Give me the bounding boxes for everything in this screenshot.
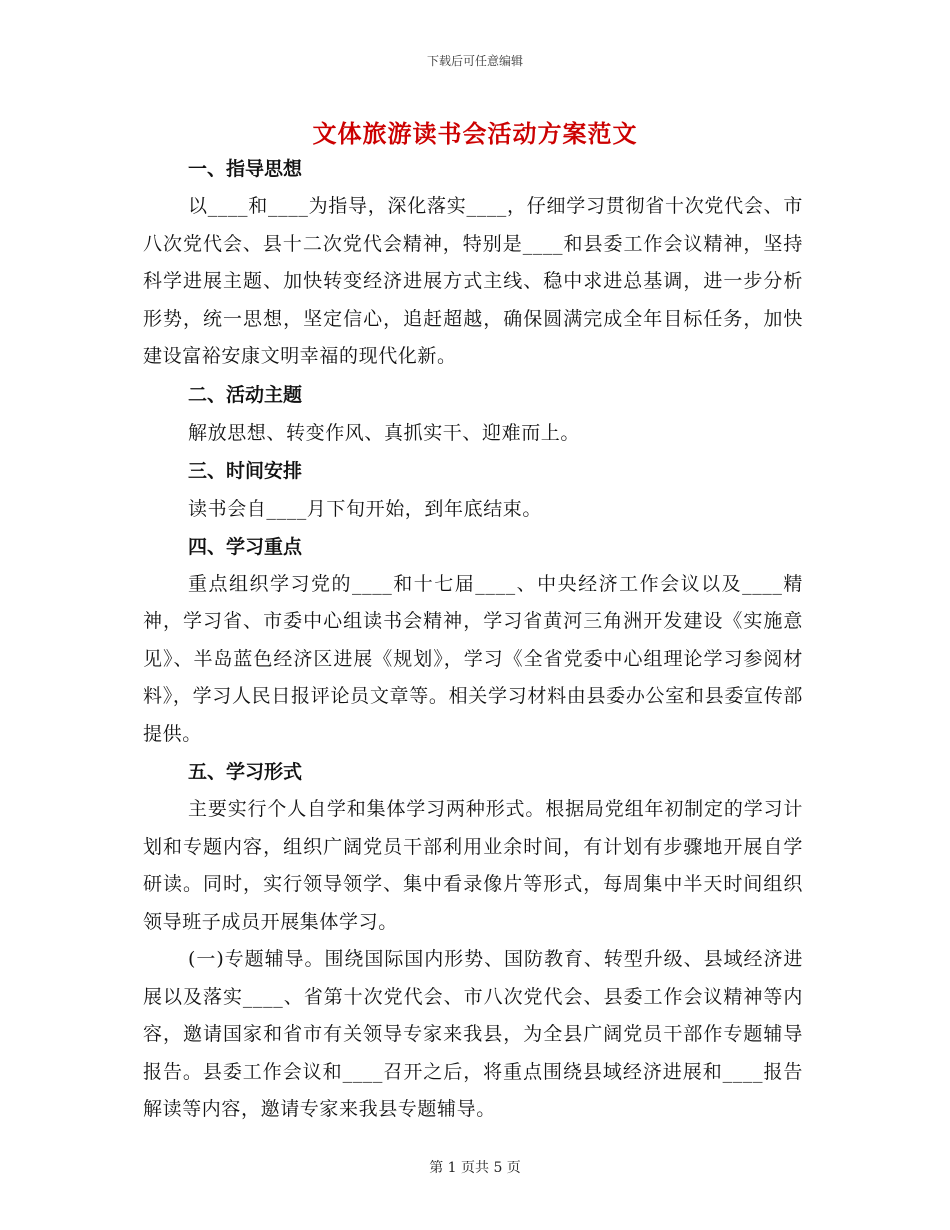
- page-number: 第 1 页共 5 页: [429, 1160, 521, 1176]
- paragraph: 重点组织学习党的____和十七届____、中央经济工作会议以及____精神，学习省、市委中心组读书会精神，学习省黄河三角洲开发建设《实施意见》、半岛蓝色经济区进展《规划》，学习《全省党委中心组理论学习参阅材料》，学习人民日报评论员文章等。相关学习材料由县委办公室和县委宣传部提供。: [143, 572, 803, 745]
- paragraph: 主要实行个人自学和集体学习两种形式。根据局党组年初制定的学习计划和专题内容，组织广阔党员干部利用业余时间，有计划有步骤地开展自学研读。同时，实行领导领学、集中看录像片等形式，每周集中半天时间组织领导班子成员开展集体学习。: [143, 798, 803, 933]
- page-header-note: 下载后可任意编辑: [426, 54, 523, 68]
- section-schedule: [143, 452, 803, 528]
- section-heading: 四、学习重点: [188, 535, 303, 558]
- document-title: 文体旅游读书会活动方案范文: [312, 119, 638, 148]
- section-heading: 二、活动主题: [188, 383, 303, 406]
- paragraph: 解放思想、转变作风、真抓实干、迎难而上。: [188, 421, 581, 444]
- paragraph: 以____和____为指导，深化落实____，仔细学习贯彻省十次党代会、市八次党代会、县十二次党代会精神，特别是____和县委工作会议精神，坚持科学进展主题、加快转变经济进展方式主线、稳中求进总基调，进一步分析形势，统一思想，坚定信心，追赶超越，确保圆满完成全年目标任务，加快建设富裕安康文明幸福的现代化新。: [143, 195, 803, 367]
- section-study-focus: [143, 528, 803, 754]
- section-heading: 五、学习形式: [188, 761, 303, 783]
- section-guiding-thought: [143, 150, 803, 376]
- paragraph: (一)专题辅导。围绕国际国内形势、国防教育、转型升级、县域经济进展以及落实____、省第十次党代会、市八次党代会、县委工作会议精神等内容，邀请国家和省市有关领导专家来我县，为全县广阔党员干部作专题辅导报告。县委工作会议和____召开之后，将重点围绕县域经济进展和____报告解读等内容，邀请专家来我县专题辅导。: [143, 948, 803, 1120]
- section-activity-theme: [143, 376, 803, 452]
- section-study-format: [143, 753, 803, 1129]
- paragraph: 读书会自____月下旬开始，到年底结束。: [188, 497, 543, 520]
- section-heading: 一、指导思想: [188, 158, 303, 180]
- document-body: [143, 150, 803, 1129]
- section-heading: 三、时间安排: [188, 459, 303, 482]
